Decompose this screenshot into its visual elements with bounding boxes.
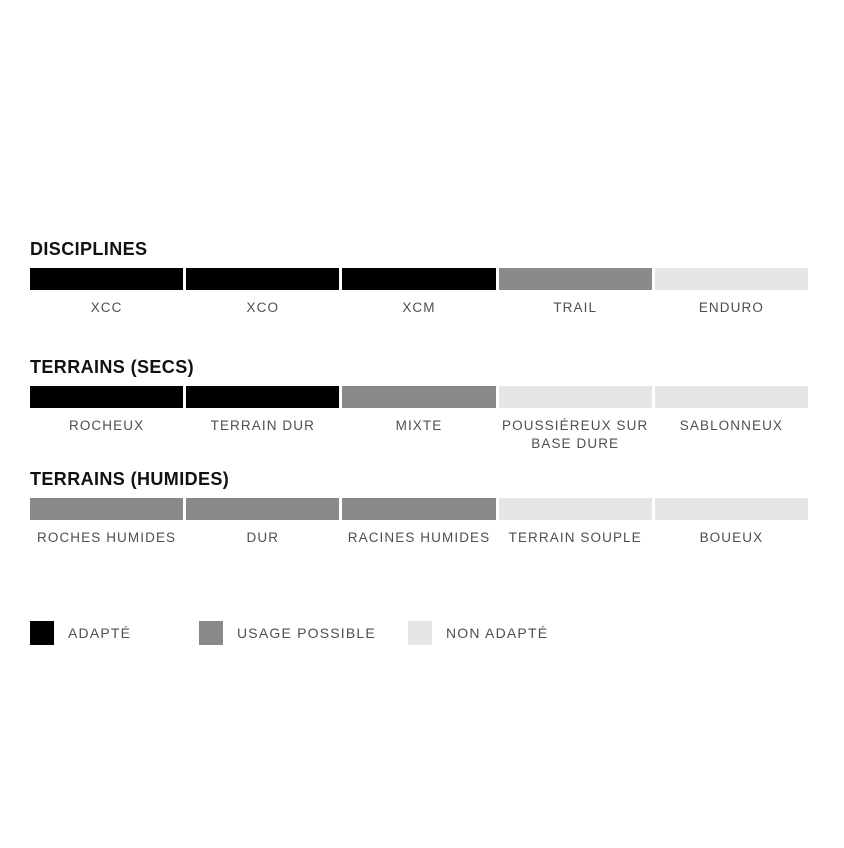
labels-disciplines xyxy=(30,299,808,317)
label-sablonneux: SABLONNEUX xyxy=(679,418,784,433)
legend-label-adapte: ADAPTÉ xyxy=(68,625,132,641)
label-trail: TRAIL xyxy=(553,300,598,315)
legend xyxy=(30,621,808,645)
segment-terrain-souple xyxy=(499,498,652,520)
section-title-terrains-secs: TERRAINS (SECS) xyxy=(30,357,195,377)
legend-swatch-adapte xyxy=(30,621,54,645)
legend-item-adapte xyxy=(30,621,131,645)
label-mixte: MIXTE xyxy=(395,418,443,433)
legend-item-usage-possible xyxy=(199,621,376,645)
labels-terrains-humides xyxy=(30,529,808,547)
label-terrain-dur: TERRAIN DUR xyxy=(210,418,315,433)
rating-bar-disciplines xyxy=(30,268,808,290)
segment-poussiereux-sur-base-dure xyxy=(499,386,652,408)
section-terrains-secs xyxy=(30,357,808,453)
segment-terrain-dur xyxy=(186,386,339,408)
legend-item-non-adapte xyxy=(408,621,548,645)
segment-roches-humides xyxy=(30,498,183,520)
segment-dur xyxy=(186,498,339,520)
segment-enduro xyxy=(655,268,808,290)
section-title-disciplines: DISCIPLINES xyxy=(30,239,148,259)
section-terrains-humides xyxy=(30,469,808,547)
label-xco: XCO xyxy=(246,300,280,315)
labels-terrains-secs xyxy=(30,417,808,453)
label-racines-humides: RACINES HUMIDES xyxy=(347,530,491,545)
label-enduro: ENDURO xyxy=(698,300,764,315)
segment-xcm xyxy=(342,268,495,290)
ratings-chart xyxy=(30,239,808,547)
legend-label-usage-possible: USAGE POSSIBLE xyxy=(237,625,376,641)
label-terrain-souple: TERRAIN SOUPLE xyxy=(508,530,642,545)
section-disciplines xyxy=(30,239,808,317)
segment-trail xyxy=(499,268,652,290)
label-poussiereux-sur-base-dure: POUSSIÉREUX SUR BASE DURE xyxy=(502,418,649,451)
legend-label-non-adapte: NON ADAPTÉ xyxy=(446,625,549,641)
rating-bar-terrains-secs xyxy=(30,386,808,408)
label-roches-humides: ROCHES HUMIDES xyxy=(37,530,177,545)
label-xcm: XCM xyxy=(402,300,436,315)
segment-racines-humides xyxy=(342,498,495,520)
segment-mixte xyxy=(342,386,495,408)
segment-xcc xyxy=(30,268,183,290)
label-dur: DUR xyxy=(246,530,280,545)
label-boueux: BOUEUX xyxy=(699,530,764,545)
segment-boueux xyxy=(655,498,808,520)
rating-bar-terrains-humides xyxy=(30,498,808,520)
legend-swatch-non-adapte xyxy=(408,621,432,645)
label-xcc: XCC xyxy=(90,300,123,315)
label-rocheux: ROCHEUX xyxy=(68,418,145,433)
segment-sablonneux xyxy=(655,386,808,408)
segment-xco xyxy=(186,268,339,290)
segment-rocheux xyxy=(30,386,183,408)
section-title-terrains-humides: TERRAINS (HUMIDES) xyxy=(30,469,230,489)
legend-swatch-usage-possible xyxy=(199,621,223,645)
